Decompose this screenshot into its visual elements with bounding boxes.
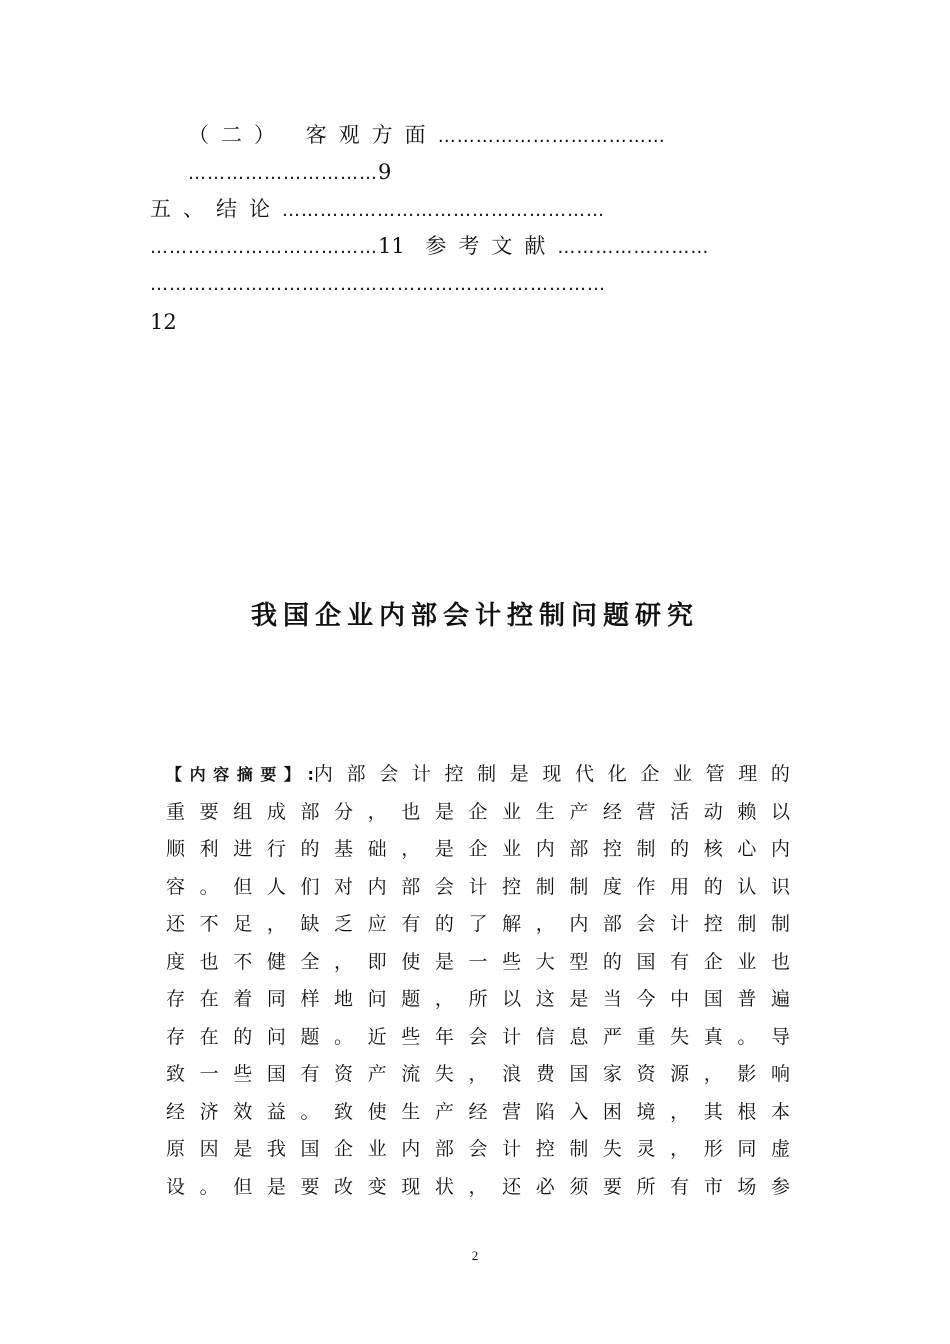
toc-leader: …………………… — [557, 237, 710, 258]
abstract-line: 还 不 足 ， 缺 乏 应 有 的 了 解 ， 内 部 会 计 控 制 制 — [166, 913, 790, 935]
abstract-text: 内 部 会 计 控 制 是 现 代 化 企 业 管 理 的 — [313, 763, 790, 785]
abstract-line: 致 一 些 国 有 资 产 流 失 ， 浪 费 国 家 资 源 ， 影 响 — [166, 1063, 790, 1085]
toc-entry-objective — [188, 120, 790, 152]
toc-entry-conclusion — [150, 194, 790, 226]
toc-leader: …………………………………………… — [282, 200, 605, 221]
toc-leader: ……………………………… — [437, 126, 666, 147]
toc-leader: ……………………………………………………………… — [150, 274, 606, 295]
abstract-line — [166, 758, 790, 796]
toc-leader: ………………………… — [188, 163, 378, 184]
abstract-line: 经 济 效 益 。 致 使 生 产 经 营 陷 入 困 境 ， 其 根 本 — [166, 1100, 790, 1123]
toc-page-number: 9 — [378, 160, 392, 184]
abstract-line: 原 因 是 我 国 企 业 内 部 会 计 控 制 失 灵 ， 形 同 虚 — [166, 1138, 790, 1160]
abstract-line: 度 也 不 健 全 ， 即 使 是 一 些 大 型 的 国 有 企 业 也 — [166, 950, 790, 973]
abstract-line: 容 。 但 人 们 对 内 部 会 计 控 制 制 度 作 用 的 认 识 — [166, 875, 790, 898]
abstract-label: 【内容摘要】: — [166, 765, 314, 784]
toc-leader: ……………………………… — [150, 237, 378, 258]
toc-page-number: 11 — [378, 234, 405, 258]
page-title: 我国企业内部会计控制问题研究 — [250, 601, 699, 631]
toc-entry-references-cont — [150, 268, 790, 300]
abstract — [166, 758, 790, 1208]
toc-entry-objective-cont — [188, 157, 790, 189]
abstract-line: 存 在 的 问 题 。 近 些 年 会 计 信 息 严 重 失 真 。 导 — [166, 1025, 790, 1048]
toc-label: 五、结论 — [150, 197, 282, 221]
page-number: 2 — [471, 1248, 479, 1263]
toc-label: （二） 客观方面 — [188, 123, 438, 147]
abstract-line: 设 。 但 是 要 改 变 现 状 ， 还 必 须 要 所 有 市 场 参 — [166, 1175, 790, 1198]
abstract-line: 顺 利 进 行 的 基 础 ， 是 企 业 内 部 控 制 的 核 心 内 — [166, 838, 790, 860]
toc-entry-conclusion-cont — [150, 231, 790, 263]
toc-page-number: 12 — [150, 310, 177, 334]
abstract-line: 重 要 组 成 部 分 ， 也 是 企 业 生 产 经 营 活 动 赖 以 — [166, 800, 790, 823]
abstract-line: 存 在 着 同 样 地 问 题 ， 所 以 这 是 当 今 中 国 普 遍 — [166, 988, 790, 1010]
toc-label: 参考文献 — [425, 234, 558, 258]
